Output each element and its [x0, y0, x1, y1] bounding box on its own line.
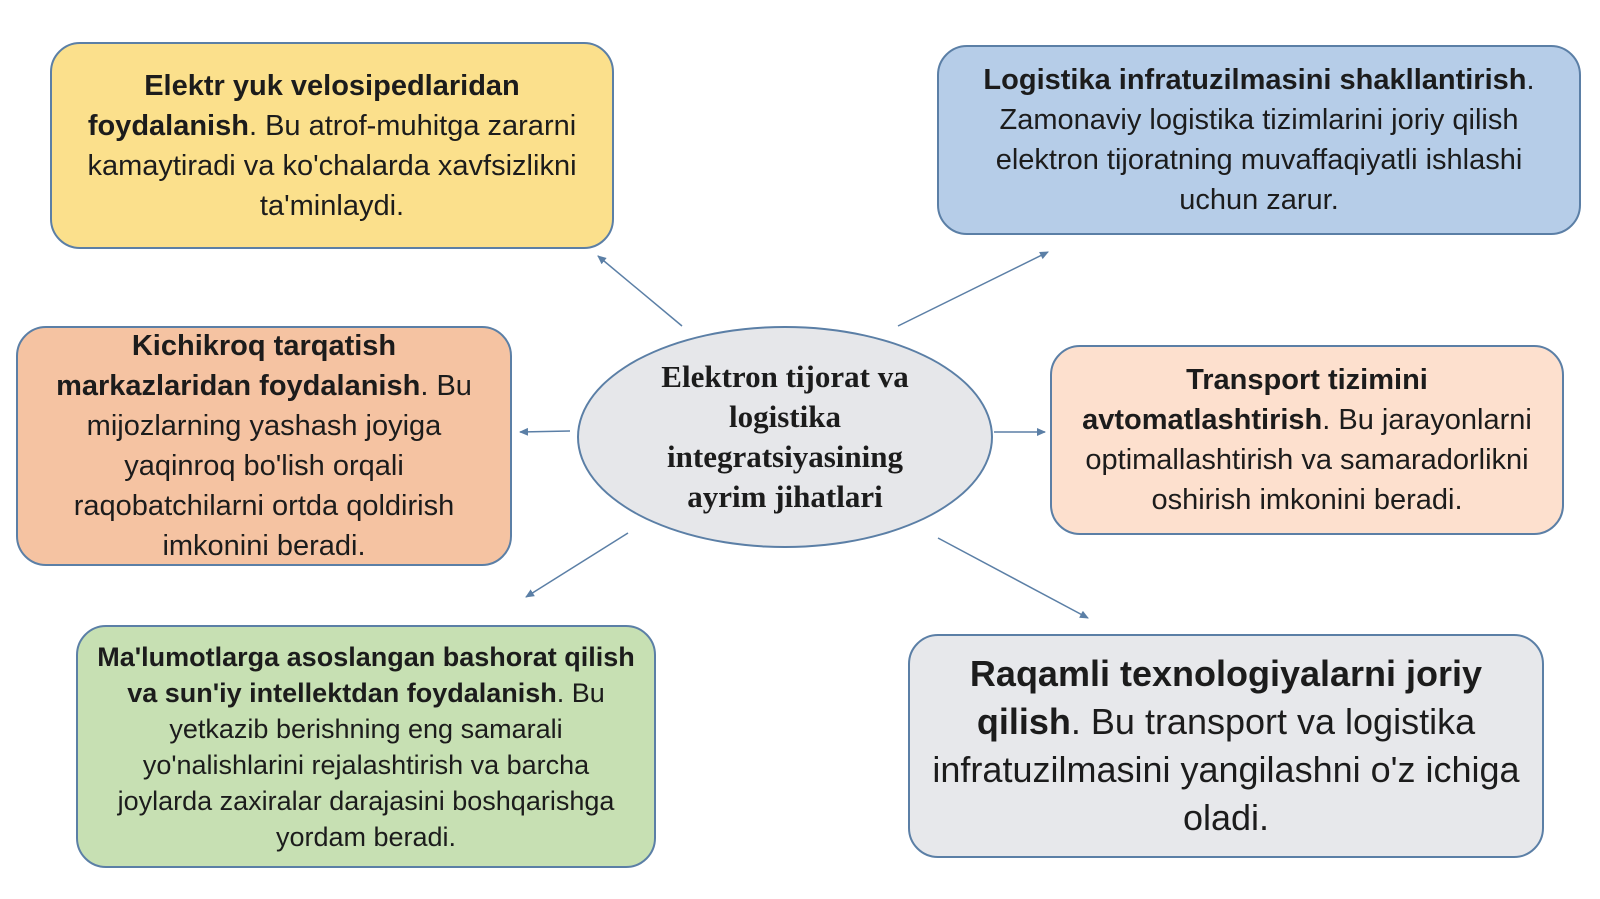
box-description: . Bu transport va logistika infratuzilmasini yangilashni o'z ichiga oladi. [932, 701, 1520, 838]
box-ai-forecasting [76, 625, 656, 868]
box-description: . Zamonaviy logistika tizimlarini joriy qilish elektron tijoratning muvaffaqiyatli ishlashi uchun zarur. [995, 64, 1535, 216]
box-description: . Bu atrof-muhitga zararni kamaytiradi va ko'chalarda xavfsizlikni ta'minlaydi. [87, 109, 577, 222]
box-heading: Ma'lumotlarga asoslangan bashorat qilish va sun'iy intellektdan foydalanish [97, 641, 635, 708]
box-logistics-infrastructure [937, 45, 1581, 235]
arrow-to-middle-left [520, 431, 570, 432]
box-heading: Raqamli texnologiyalarni joriy qilish [969, 653, 1483, 742]
box-description: . Bu mijozlarning yashash joyiga yaqinroq bo'lish orqali raqobatchilarni ortda qoldirish imkonini beradi. [73, 370, 472, 562]
box-description: . Bu yetkazib berishning eng samarali yo'nalishlarini rejalashtirish va barcha joylarda zaxiralar darajasini boshqarishga yordam beradi. [117, 677, 615, 852]
box-description: . Bu jarayonlarni optimallashtirish va samaradorlikni oshirish imkonini beradi. [1085, 404, 1532, 516]
arrow-to-top-left [598, 256, 682, 326]
box-transport-automation [1050, 345, 1564, 535]
box-electric-cargo-bikes [50, 42, 614, 249]
box-digital-technologies [908, 634, 1544, 858]
arrow-to-bottom-right [938, 538, 1088, 618]
box-heading: Elektr yuk velosipedlaridan foydalanish [87, 69, 520, 142]
box-heading: Transport tizimini avtomatlashtirish [1082, 364, 1428, 436]
arrow-to-bottom-left [526, 533, 628, 597]
box-small-distribution-centers [16, 326, 512, 566]
box-heading: Logistika infratuzilmasini shakllantirish [983, 64, 1527, 96]
center-topic-ellipse [577, 326, 993, 548]
center-topic-title: Elektron tijorat va logistika integratsiyasining ayrim jihatlari [661, 359, 909, 514]
box-heading: Kichikroq tarqatish markazlaridan foydalanish [56, 330, 421, 402]
arrow-to-top-right [898, 252, 1048, 326]
